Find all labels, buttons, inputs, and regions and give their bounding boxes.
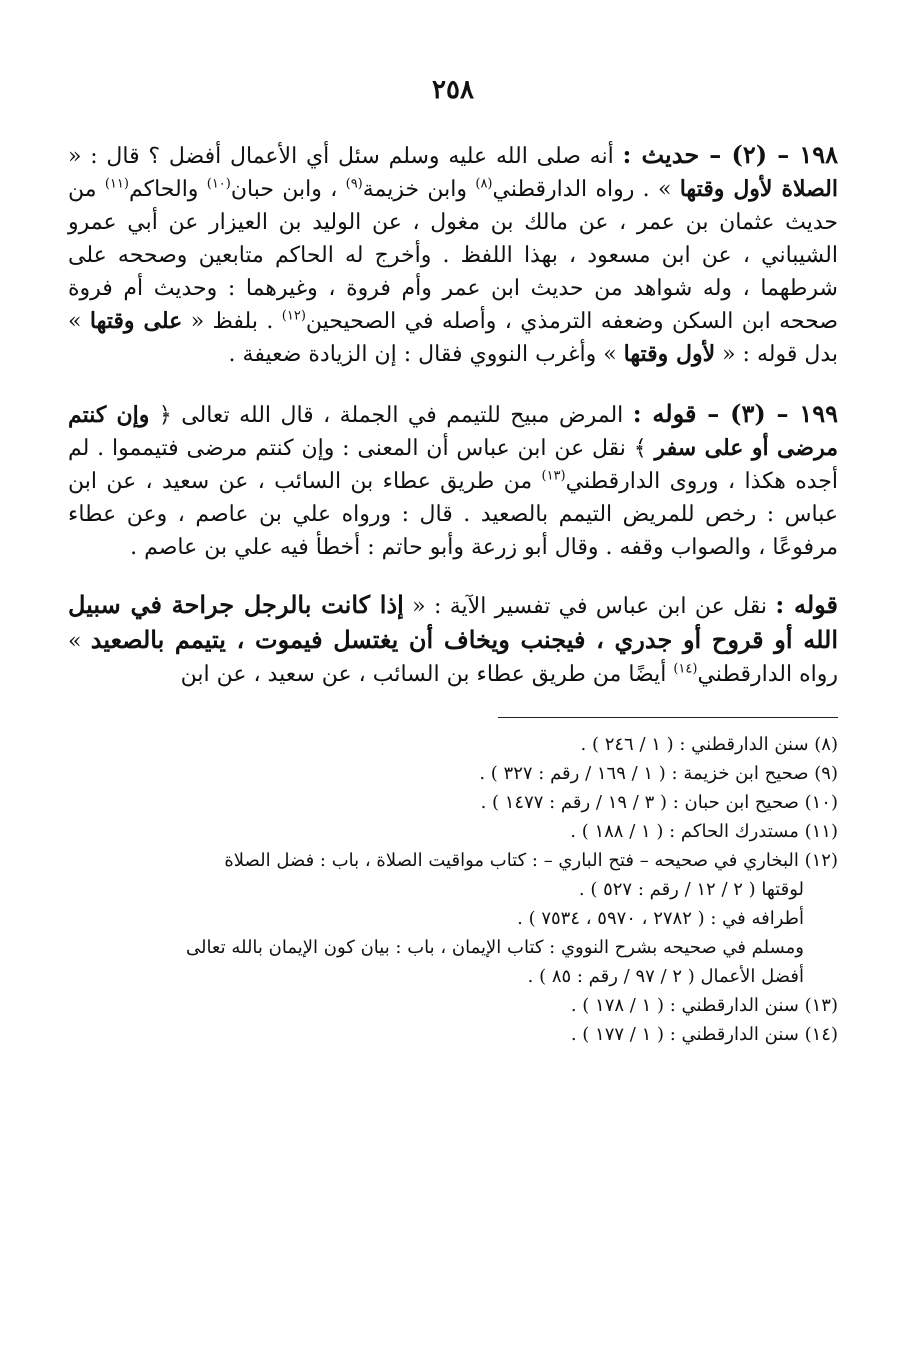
footnote-13: (١٣) سنن الدارقطني : ( ١ / ١٧٨ ) .	[570, 995, 838, 1016]
text: ﴾ نقل عن ابن عباس أن المعنى : وإن كنتم مرضى فتيمموا . لم أجده هكذا ، وروى الدارقطني	[68, 436, 838, 494]
footnote-12-continued: ومسلم في صحيحه بشرح النووي : كتاب الإيمان ، باب : بيان كون الإيمان بالله تعالى	[185, 937, 804, 958]
paragraph-199	[68, 397, 838, 564]
text: والحاكم	[128, 177, 207, 202]
hadith-text: على وقتها	[89, 308, 183, 334]
footnote-8: (٨) سنن الدارقطني : ( ١ / ٢٤٦ ) .	[580, 734, 838, 755]
hadith-text: الصلاة لأول وقتها	[679, 176, 838, 202]
footnote-12-continued: لوقتها ( ٢ / ١٢ / رقم : ٥٢٧ ) .	[578, 879, 804, 900]
footnote-12-continued: أفضل الأعمال ( ٢ / ٩٧ / رقم : ٨٥ ) .	[527, 966, 804, 987]
footnote-ref: (١١)	[104, 176, 129, 192]
text: » رواه الدارقطني	[68, 629, 838, 687]
footnote-ref: (١٠)	[206, 176, 231, 192]
footnote-12-continued: أطرافه في : ( ٢٧٨٢ ، ٥٩٧٠ ، ٧٥٣٤ ) .	[517, 908, 804, 929]
footnote-10: (١٠) صحيح ابن حبان : ( ٣ / ١٩ / رقم : ١٤٧٧ ) .	[480, 792, 838, 813]
footnote-ref: (٩)	[345, 176, 363, 192]
footnote-14: (١٤) سنن الدارقطني : ( ١ / ١٧٧ ) .	[570, 1024, 838, 1045]
text: » . رواه الدارقطني	[492, 177, 680, 202]
text: من طريق عطاء بن السائب ، عن سعيد ، عن ابن عباس : رخص للمريض التيمم بالصعيد . قال : ورواه علي بن عاصم ، وعن عطاء مرفوعًا ، والصواب وقفه . وقال أبو زرعة وأبو حاتم : أخطأ فيه علي بن عاصم .	[68, 469, 838, 560]
text: . بلفظ «	[182, 309, 282, 334]
paragraph-qawluhu	[68, 588, 838, 691]
page-number: ٢٥٨	[432, 75, 474, 105]
text: ، وابن حبان	[230, 177, 346, 202]
footnote-divider	[498, 717, 838, 718]
footnote-ref: (١٣)	[541, 468, 566, 484]
text: المرض مبيح للتيمم في الجملة ، قال الله تعالى ﴿	[149, 403, 633, 428]
hadith-number: ١٩٩ – (٣) – قوله :	[632, 399, 838, 428]
footnote-ref: (١٤)	[673, 661, 698, 677]
footnote-11: (١١) مستدرك الحاكم : ( ١ / ١٨٨ ) .	[570, 821, 838, 842]
paragraph-198	[68, 138, 838, 371]
hadith-text: إذا كانت بالرجل جراحة في سبيل الله أو قروح أو جدري ، فيجنب ويخاف أن يغتسل فيموت ، يتيمم بالصعيد	[68, 590, 838, 654]
footnote-ref: (٨)	[475, 176, 493, 192]
hadith-text: لأول وقتها	[623, 341, 716, 367]
text: » بدل قوله : «	[68, 309, 838, 367]
footnote-9: (٩) صحيح ابن خزيمة : ( ١ / ١٦٩ / رقم : ٣٢٧ ) .	[479, 763, 838, 784]
footnote-ref: (١٢)	[281, 308, 306, 324]
hadith-number: ١٩٨ – (٢) – حديث :	[622, 140, 839, 169]
footnote-12: (١٢) البخاري في صحيحه – فتح الباري – : كتاب مواقيت الصلاة ، باب : فضل الصلاة	[224, 850, 838, 871]
text: أيضًا من طريق عطاء بن السائب ، عن سعيد ، عن ابن	[180, 662, 674, 687]
text: من حديث عثمان بن عمر ، عن مالك بن مغول ، عن الوليد بن العيزار عن أبي عمرو الشيباني ، عن ابن مسعود ، بهذا اللفظ . وأخرج له الحاكم متابعين وصححه على شرطهما ، وله شواهد من حديث ابن عمر وأم فروة ، وغيرهما : وحديث أم فروة صححه ابن السكن وضعفه الترمذي ، وأصله في الصحيحين	[68, 177, 839, 334]
text: » وأغرب النووي فقال : إن الزيادة ضعيفة .	[228, 342, 624, 367]
footnotes	[68, 730, 838, 1049]
qawluhu-label: قوله :	[775, 590, 839, 619]
text: أنه صلى الله عليه وسلم سئل أي الأعمال أفضل ؟ قال : «	[68, 144, 623, 169]
quran-text: وإن كنتم مرضى أو على سفر	[68, 402, 838, 461]
text: وابن خزيمة	[362, 177, 476, 202]
text: نقل عن ابن عباس في تفسير الآية : «	[403, 594, 776, 619]
